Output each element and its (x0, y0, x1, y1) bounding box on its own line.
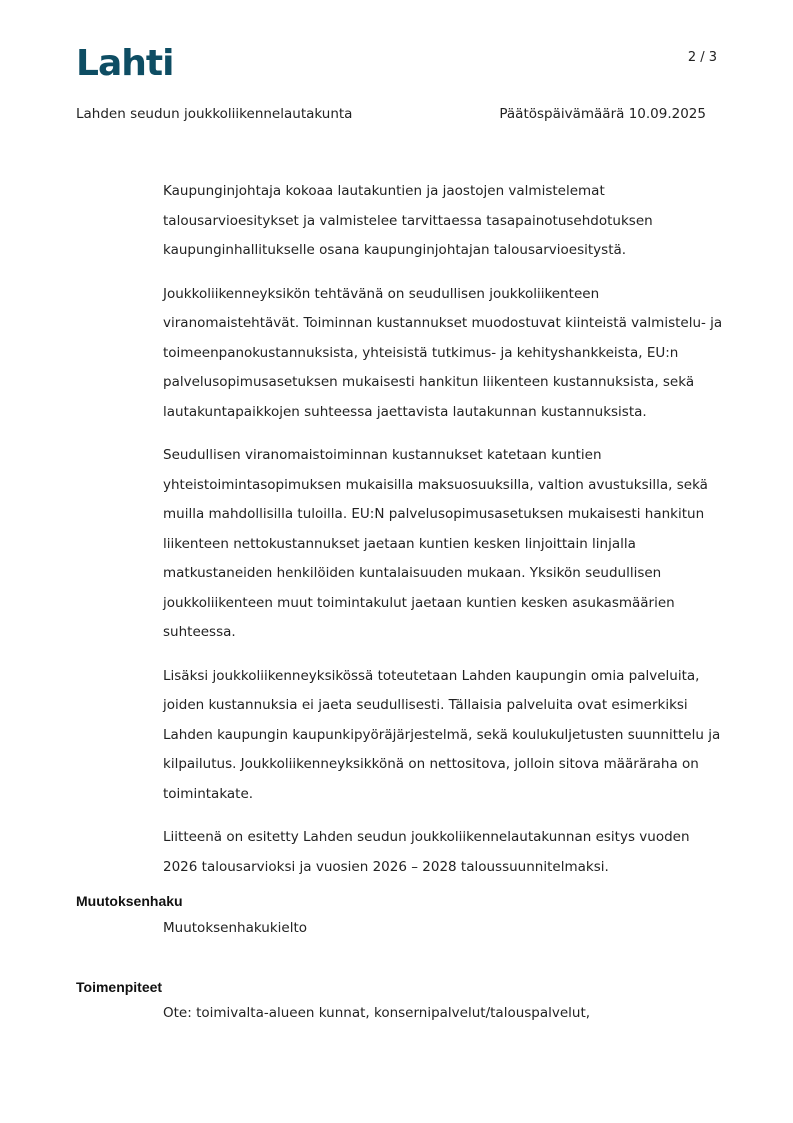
appeal-heading: Muutoksenhaku (76, 893, 183, 909)
paragraph: Lisäksi joukkoliikenneyksikössä toteutetaan Lahden kaupungin omia palveluita, joiden kustannuksia ei jaeta seudullisesti. Tällaisia palveluita ovat esimerkiksi Lahden kaupungin kaupunkipyöräjärjestelmä, sekä koulukuljetusten suunnittelu ja kilpailutus. Joukkoliikenneyksikkönä on nettositova, jolloin sitova määräraha on toimintakate. (163, 667, 721, 802)
lahti-logo: Lahti (76, 43, 174, 84)
paragraph: Seudullisen viranomaistoiminnan kustannukset katetaan kuntien yhteistoimintasopimuksen mukaisilla maksuosuuksilla, valtion avustuksilla, sekä muilla mahdollisilla tuloilla. EU:N palvelusopimusasetuksen mukaisesti hankitun liikenteen nettokustannukset jaetaan kuntien kesken linjoittain linjalla matkustaneiden henkilöiden kuntalaisuuden mukaan. Yksikön seudullisen joukkoliikenteen muut toimintakulut jaetaan kuntien kesken asukasmäärien suhteessa. (163, 447, 708, 640)
page-number: 2 / 3 (687, 50, 717, 65)
organization-name: Lahden seudun joukkoliikennelautakunta (76, 106, 353, 122)
actions-text: Ote: toimivalta-alueen kunnat, konsernipalvelut/talouspalvelut, (163, 1005, 591, 1021)
actions-heading: Toimenpiteet (76, 979, 163, 995)
decision-date: Päätöspäivämäärä 10.09.2025 (499, 106, 706, 122)
appeal-text: Muutoksenhakukielto (163, 920, 307, 936)
paragraph: Kaupunginjohtaja kokoaa lautakuntien ja jaostojen valmistelemat talousarvioesitykset ja valmistelee tarvittaessa tasapainotusehdotuksen kaupunginhallitukselle osana kaupunginjohtajan talousarvioesitystä. (163, 183, 653, 258)
paragraph: Joukkoliikenneyksikön tehtävänä on seudullisen joukkoliikenteen viranomaistehtävät. Toiminnan kustannukset muodostuvat kiinteistä valmistelu- ja toimeenpanokustannuksista, yhteisistä tutkimus- ja kehityshankkeista, EU:n palvelusopimusasetuksen mukaisesti hankitun liikenteen kustannuksista, sekä lautakuntapaikkojen suhteessa jaettavista lautakunnan kustannuksista. (163, 285, 723, 420)
document-body (163, 177, 723, 896)
paragraph: Liitteenä on esitetty Lahden seudun joukkoliikennelautakunnan esitys vuoden 2026 talousarvioksi ja vuosien 2026 – 2028 taloussuunnitelmaksi. (163, 829, 690, 875)
